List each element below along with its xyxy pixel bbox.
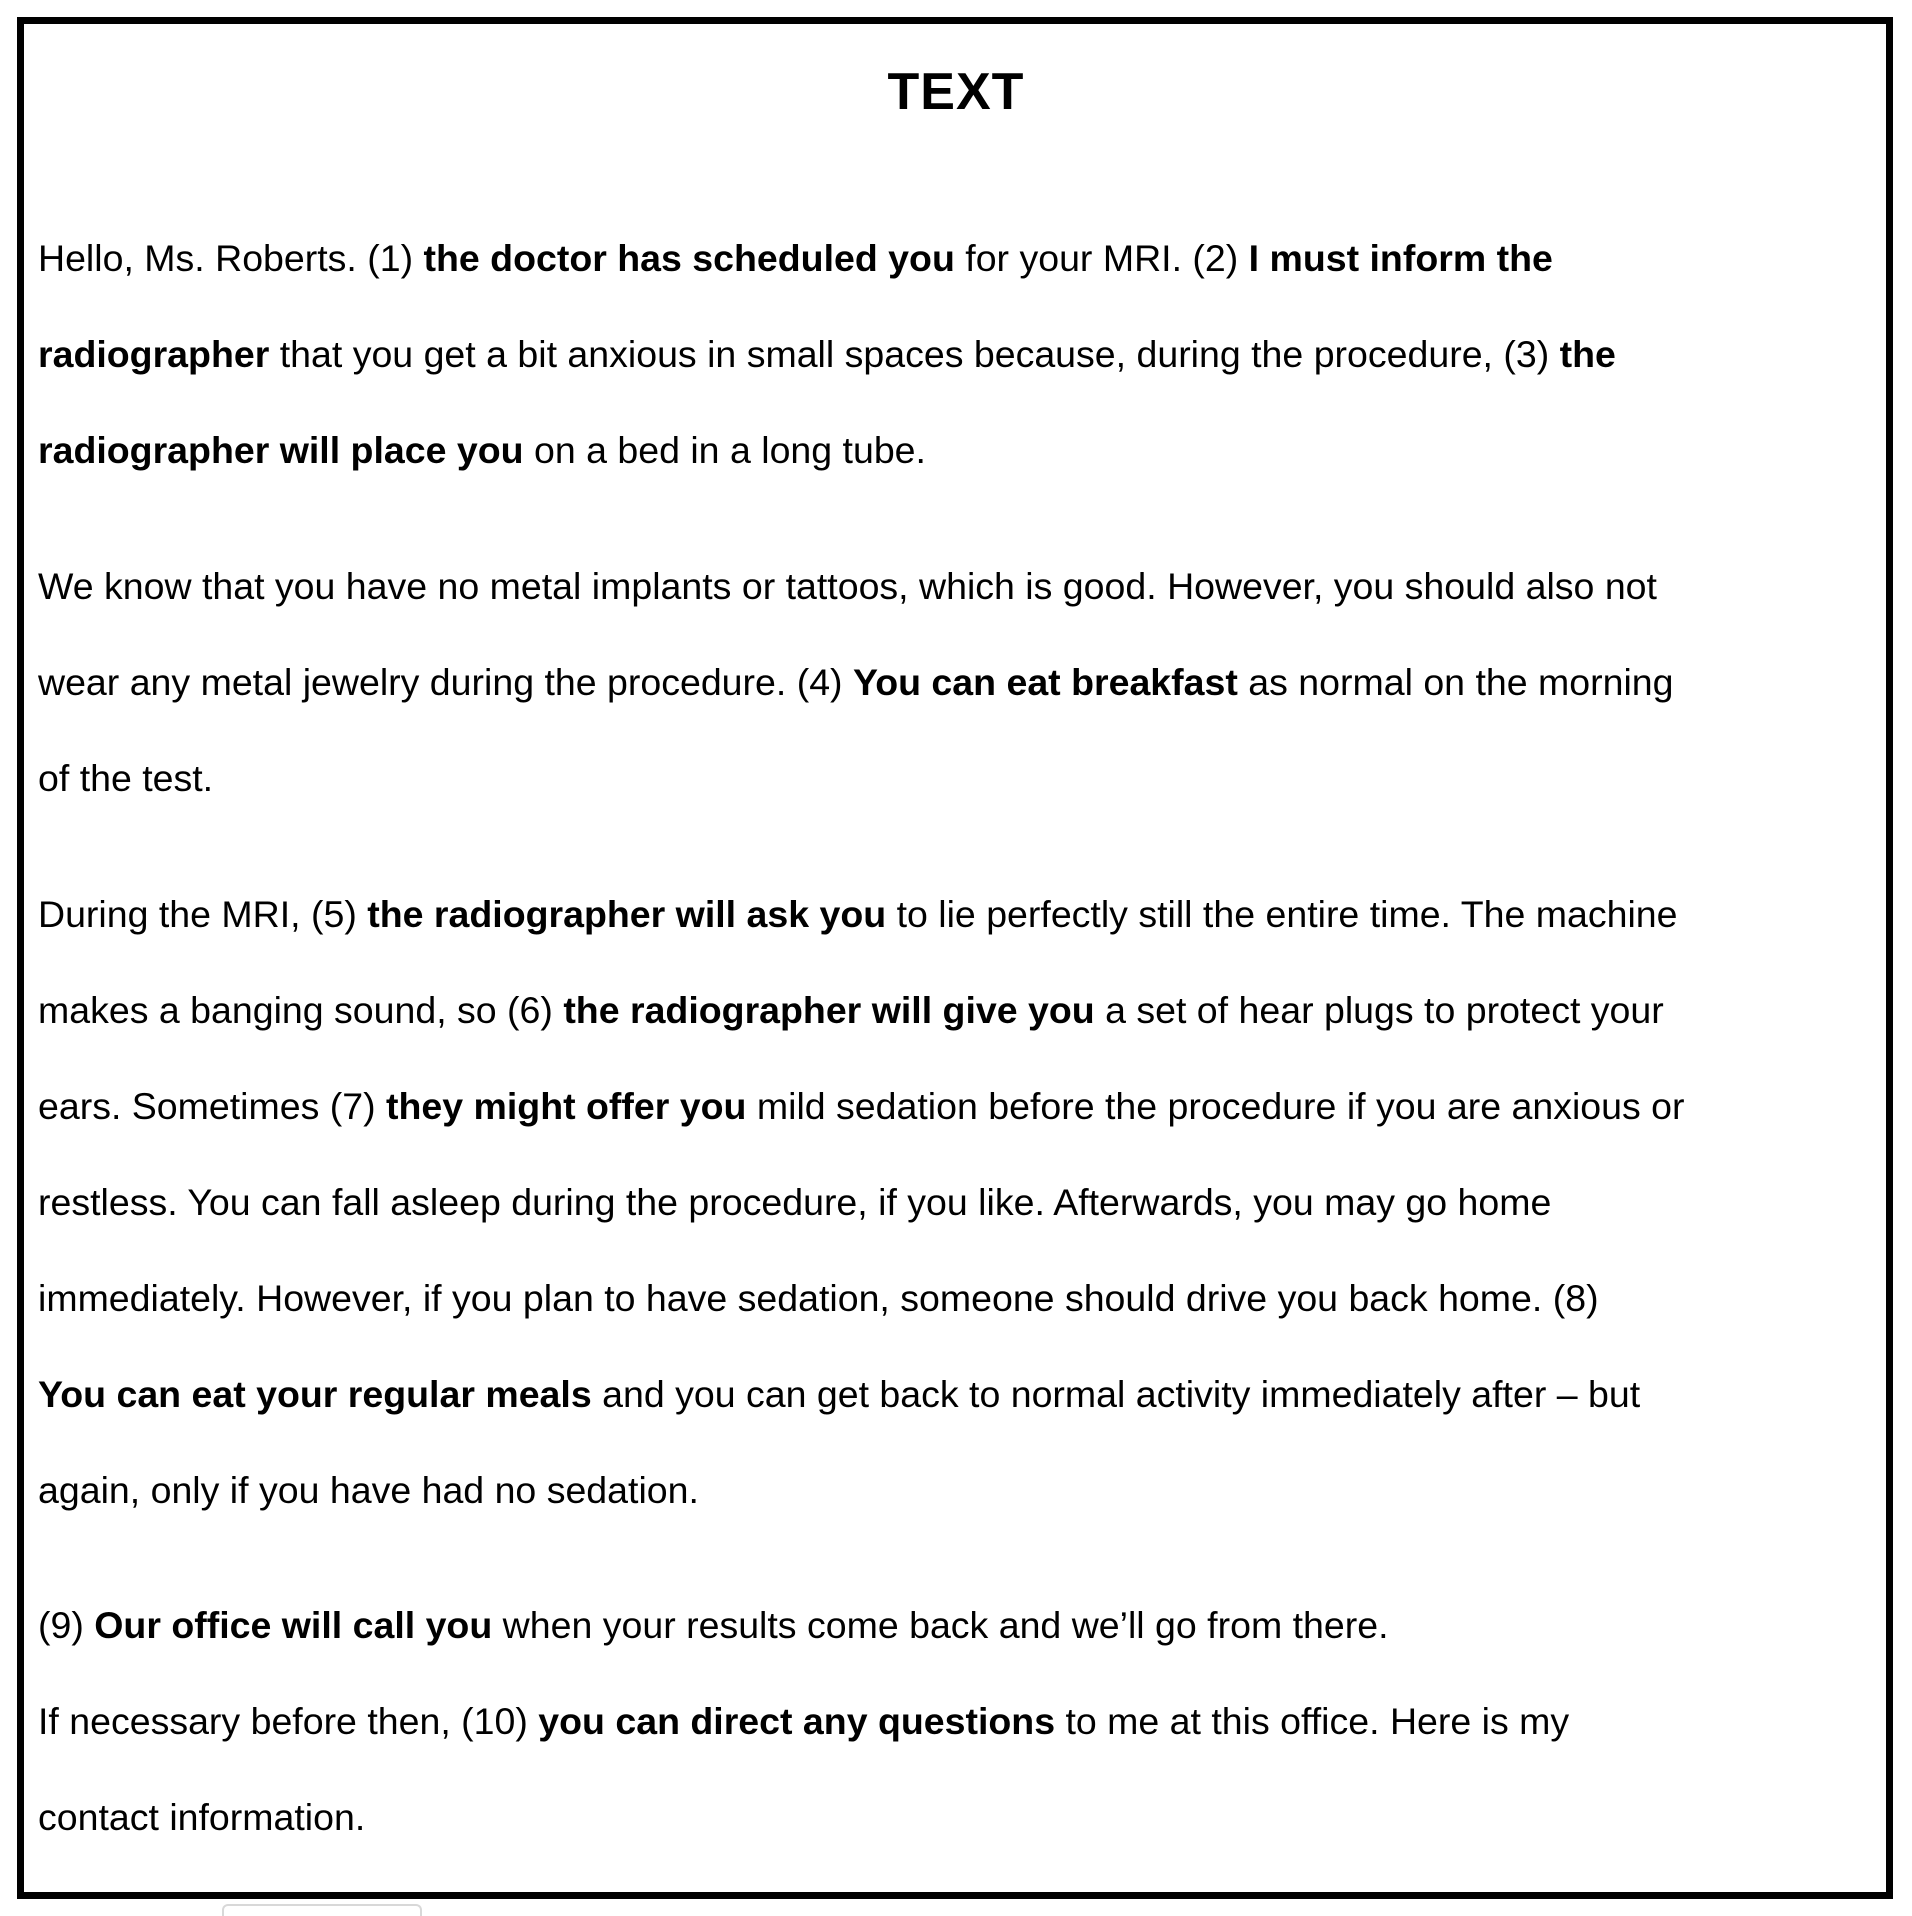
text-run: restless. You can fall asleep during the procedure, if you like. Afterwards, you may go home — [38, 1181, 1552, 1223]
text-run: to me at this office. Here is my — [1055, 1700, 1570, 1742]
bold-phrase: the doctor has scheduled you — [423, 237, 955, 279]
text-run: that you get a bit anxious in small spaces because, during the procedure, (3) — [269, 333, 1560, 375]
text-run: to lie perfectly still the entire time. The machine — [886, 893, 1678, 935]
text-line — [38, 402, 1878, 498]
text-run: We know that you have no metal implants or tattoos, which is good. However, you should also not — [38, 565, 1657, 607]
text-line — [38, 538, 1878, 634]
text-run: wear any metal jewelry during the procedure. (4) — [38, 661, 853, 703]
text-line — [38, 962, 1878, 1058]
text-run: ears. Sometimes (7) — [38, 1085, 387, 1127]
text-line — [38, 730, 1878, 826]
text-line — [38, 1673, 1878, 1769]
text-line — [38, 1154, 1878, 1250]
bold-phrase: Our office will call you — [94, 1604, 493, 1646]
text-line — [38, 1250, 1878, 1346]
text-run: If necessary before then, (10) — [38, 1700, 539, 1742]
text-run: of the test. — [38, 757, 214, 799]
paragraph-4 — [38, 1577, 1878, 1865]
bold-phrase: You can eat your regular meals — [38, 1373, 592, 1415]
bold-phrase: radiographer will place you — [38, 429, 524, 471]
text-line — [38, 306, 1878, 402]
bold-phrase: they might offer you — [386, 1085, 747, 1127]
paragraph-3 — [38, 866, 1878, 1538]
text-run: for your MRI. (2) — [954, 237, 1249, 279]
text-run: Hello, Ms. Roberts. (1) — [38, 237, 424, 279]
text-run: (9) — [38, 1604, 95, 1646]
page-tab-decoration — [222, 1904, 422, 1916]
bold-phrase: radiographer — [38, 333, 270, 375]
text-run: makes a banging sound, so (6) — [38, 989, 564, 1031]
text-run: as normal on the morning — [1237, 661, 1674, 703]
text-line — [38, 1769, 1878, 1865]
bold-phrase: the — [1559, 333, 1616, 375]
page-title: TEXT — [887, 63, 1025, 121]
text-line — [38, 1058, 1878, 1154]
text-run: on a bed in a long tube. — [523, 429, 926, 471]
bold-phrase: the radiographer will give you — [563, 989, 1095, 1031]
text-run: contact information. — [38, 1796, 366, 1838]
text-run: again, only if you have had no sedation. — [38, 1469, 699, 1511]
text-line — [38, 1442, 1878, 1538]
text-run: when your results come back and we’ll go from there. — [492, 1604, 1389, 1646]
bold-phrase: You can eat breakfast — [852, 661, 1238, 703]
bold-phrase: I must inform the — [1248, 237, 1553, 279]
text-run: During the MRI, (5) — [38, 893, 368, 935]
bold-phrase: the radiographer will ask you — [367, 893, 887, 935]
bold-phrase: you can direct any questions — [538, 1700, 1056, 1742]
paragraph-2 — [38, 538, 1878, 826]
text-line — [38, 210, 1878, 306]
text-line — [38, 866, 1878, 962]
text-run: mild sedation before the procedure if you are anxious or — [746, 1085, 1685, 1127]
text-run: immediately. However, if you plan to have sedation, someone should drive you back home. (8) — [38, 1277, 1599, 1319]
text-run: a set of hear plugs to protect your — [1094, 989, 1664, 1031]
text-run: and you can get back to normal activity immediately after – but — [591, 1373, 1641, 1415]
text-line — [38, 1346, 1878, 1442]
text-line — [38, 1577, 1878, 1673]
paragraph-1 — [38, 210, 1878, 498]
text-line — [38, 634, 1878, 730]
